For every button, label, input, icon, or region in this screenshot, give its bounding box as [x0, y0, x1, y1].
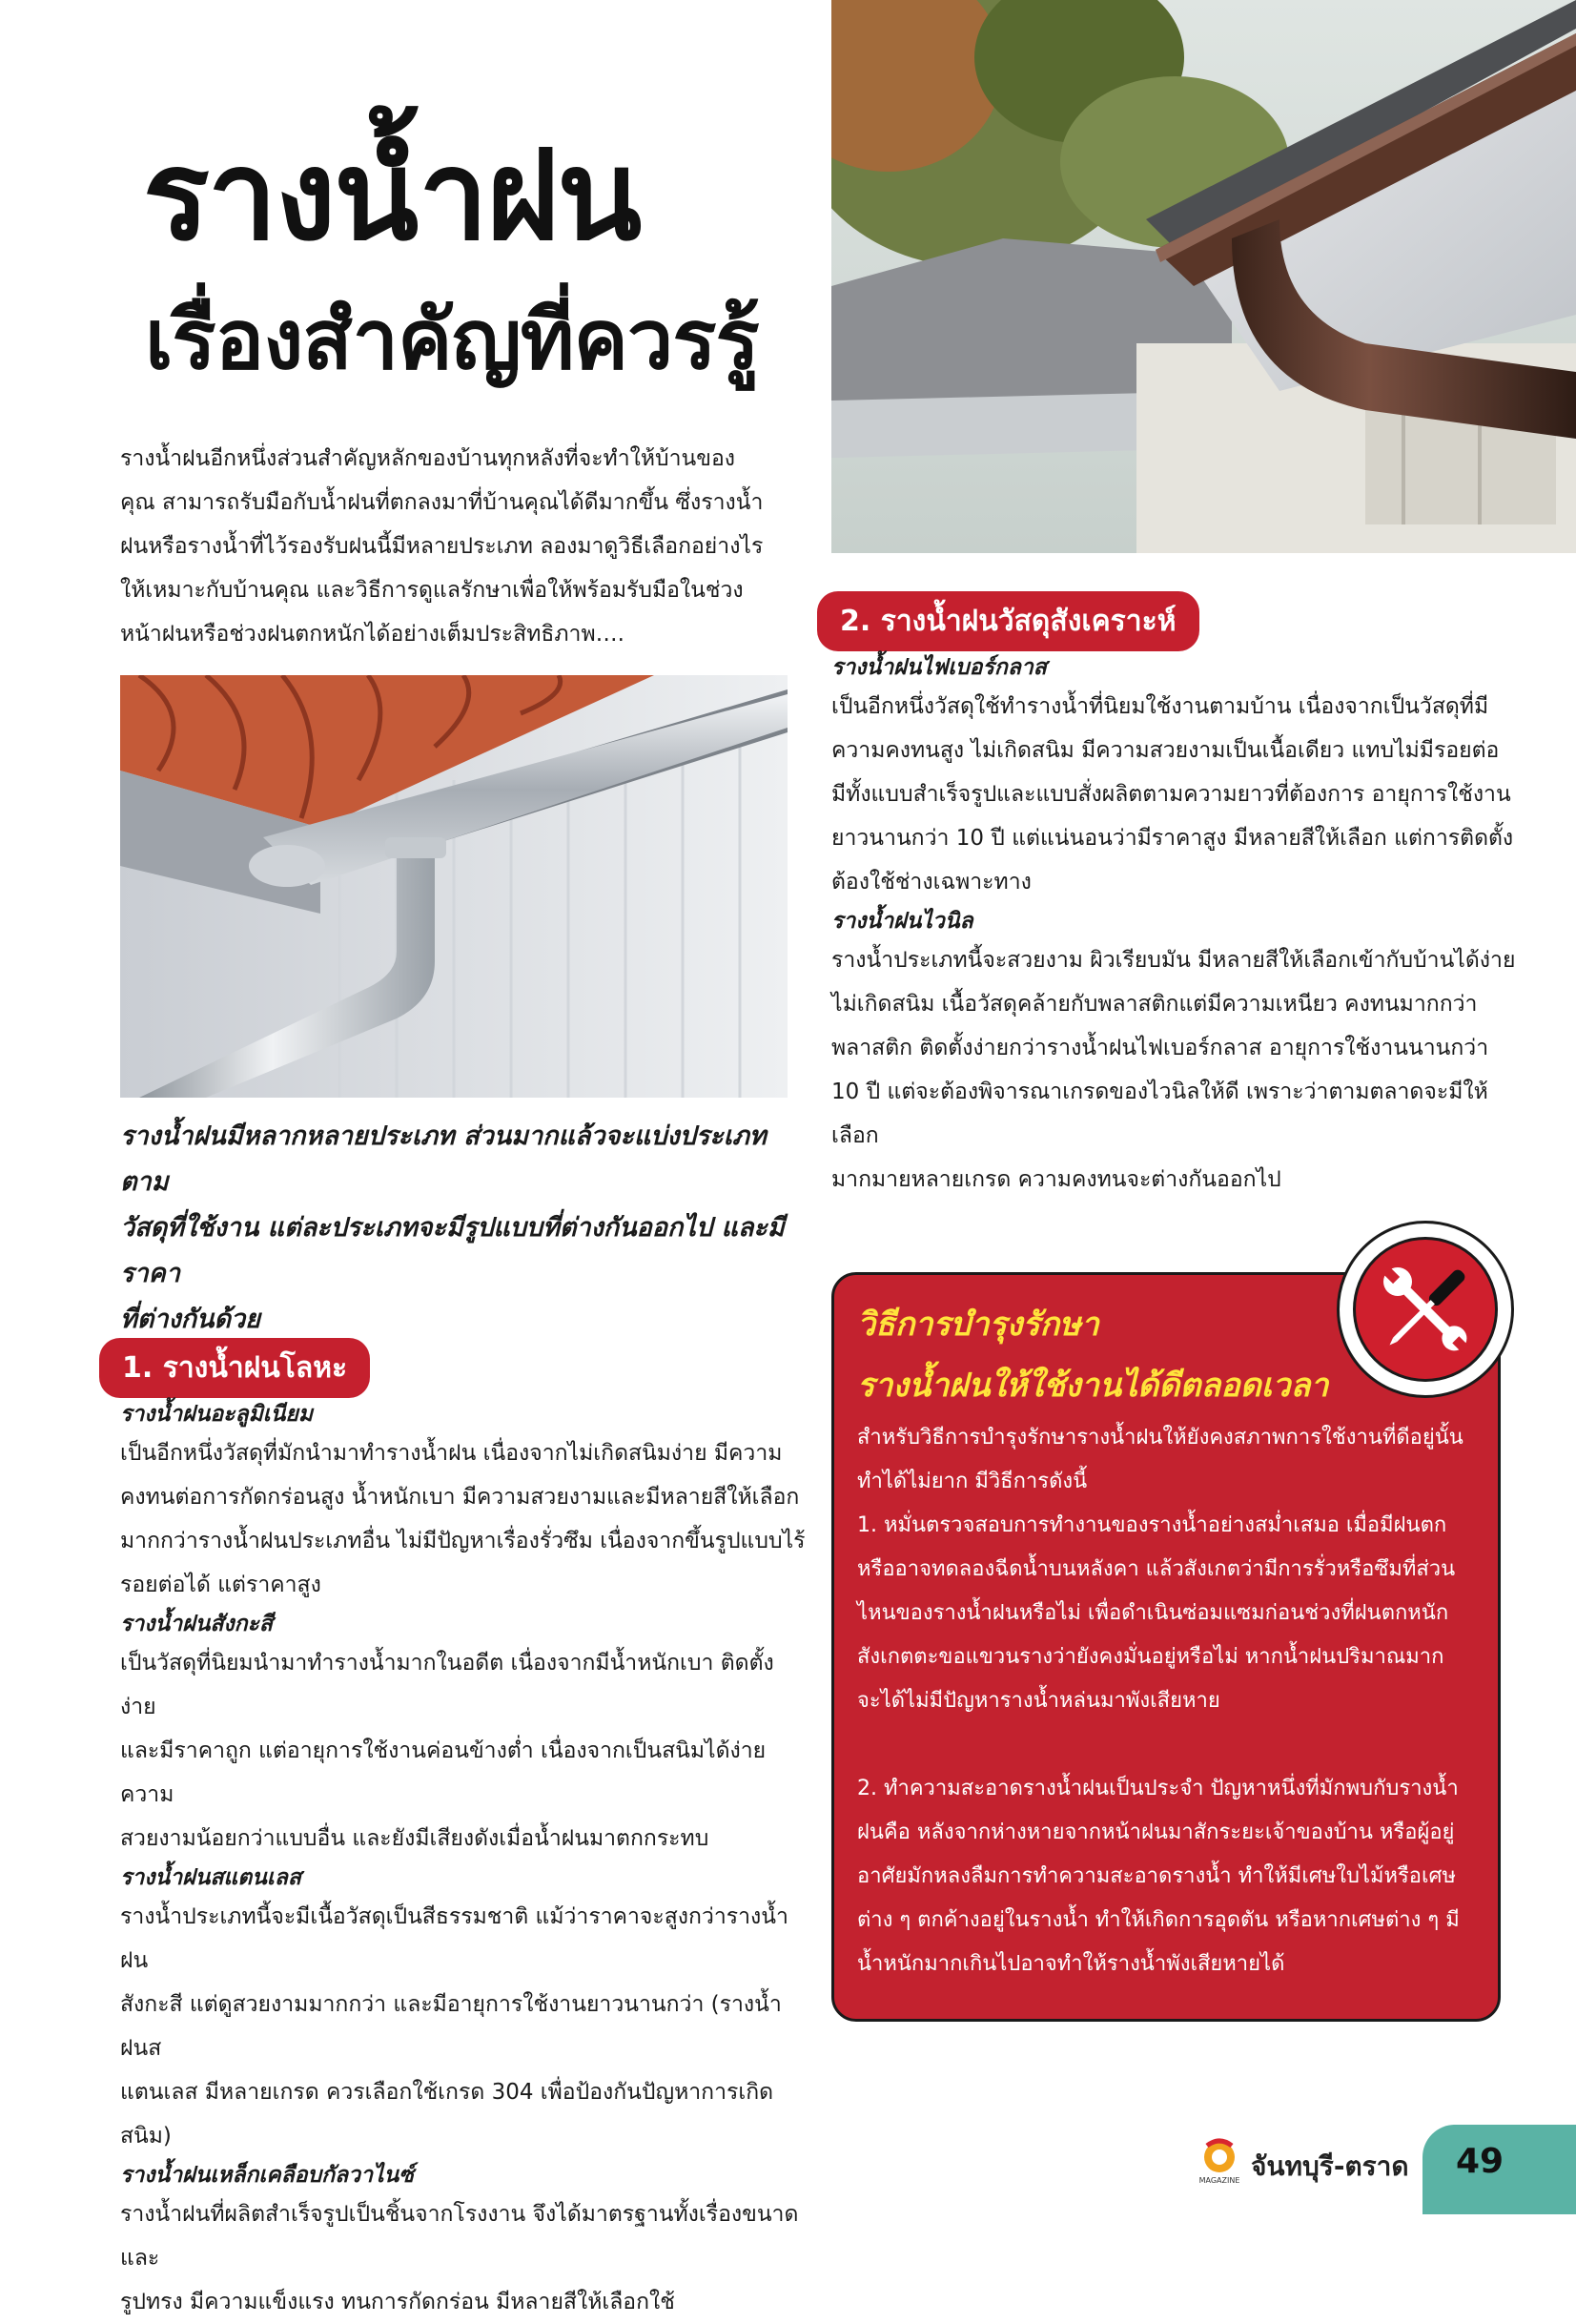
maintenance-intro-line: สำหรับวิธีการบำรุงรักษารางน้ำฝนให้ยังคงสภาพการใช้งานที่ดีอยู่นั้น: [857, 1426, 1463, 1450]
vinyl-line: 10 ปี แต่จะต้องพิจารณาเกรดของไวนิลให้ดี เพราะว่าตามตลาดจะมีให้เลือก: [831, 1080, 1488, 1148]
galvanized-line: รางน้ำฝนที่ผลิตสำเร็จรูปเป็นชิ้นจากโรงงาน จึงได้มาตรฐานทั้งเรื่องขนาดและ: [120, 2202, 799, 2271]
aluminium-line: เป็นอีกหนึ่งวัสดุที่มักนำมาทำรางน้ำฝน เนื่องจากไม่เกิดสนิมง่าย มีความ: [120, 1441, 783, 1466]
maintenance-item1-line: 1. หมั่นตรวจสอบการทำงานของรางน้ำอย่างสม่ำเสมอ เมื่อมีฝนตก: [857, 1513, 1447, 1537]
vinyl-line: มากมายหลายเกรด ความคงทนจะต่างกันออกไป: [831, 1167, 1281, 1192]
maintenance-item1-line: จะได้ไม่มีปัญหารางน้ำหล่นมาพังเสียหาย: [857, 1689, 1220, 1713]
page-number: 49: [1455, 2142, 1504, 2181]
maintenance-item2-line: ต่าง ๆ ตกค้างอยู่ในรางน้ำ ทำให้เกิดการอุดตัน หรือหากเศษต่าง ๆ มี: [857, 1908, 1460, 1932]
page-title: รางน้ำฝน: [143, 123, 641, 268]
zinc-title: รางน้ำฝนสังกะสี: [120, 1612, 273, 1636]
magazine-logo-icon: [1197, 2138, 1241, 2186]
section1-heading: 1. รางน้ำฝนโลหะ: [99, 1338, 370, 1398]
fiberglass-line: ยาวนานกว่า 10 ปี แต่แน่นอนว่ามีราคาสูง มีหลายสีให้เลือก แต่การติดตั้ง: [831, 826, 1514, 851]
fiberglass-line: มีทั้งแบบสำเร็จรูปและแบบสั่งผลิตตามความยาวที่ต้องการ อายุการใช้งาน: [831, 782, 1511, 807]
intro-paragraph: [120, 437, 788, 656]
fiberglass-line: ต้องใช้ช่างเฉพาะทาง: [831, 870, 1032, 895]
section2-body: [831, 650, 1518, 1202]
intro-line: ฝนหรือรางน้ำที่ไว้รองรับฝนนี้มีหลายประเภท ลองมาดูวิธีเลือกอย่างไร: [120, 534, 764, 559]
galvanized-title: รางน้ำฝนเหล็กเคลือบกัลวาไนซ์: [120, 2163, 414, 2188]
zinc-line: และมีราคาถูก แต่อายุการใช้งานค่อนข้างต่ำ เนื่องจากเป็นสนิมได้ง่าย ความ: [120, 1738, 767, 1807]
zinc-line: สวยงามน้อยกว่าแบบอื่น และยังมีเสียงดังเมื่อน้ำฝนมาตกกระทบ: [120, 1826, 709, 1851]
galvanized-gutter-photo: [120, 675, 788, 1098]
fiberglass-line: ความคงทนสูง ไม่เกิดสนิม มีความสวยงามเป็นเนื้อเดียว แทบไม่มีรอยต่อ: [831, 738, 1500, 763]
vinyl-line: พลาสติก ติดตั้งง่ายกว่ารางน้ำฝนไฟเบอร์กลาส อายุการใช้งานนานกว่า: [831, 1036, 1489, 1060]
footer-region-label: จันทบุรี-ตราด: [1251, 2150, 1409, 2182]
caption-line: ที่ต่างกันด้วย: [120, 1305, 260, 1334]
maintenance-item2-line: อาศัยมักหลงลืมการทำความสะอาดรางน้ำ ทำให้มีเศษใบไม้หรือเศษ: [857, 1864, 1456, 1888]
brown-gutter-photo: [831, 0, 1576, 553]
maintenance-item2-line: 2. ทำความสะอาดรางน้ำฝนเป็นประจำ ปัญหาหนึ่งที่มักพบกับรางน้ำ: [857, 1777, 1459, 1800]
section2-heading: 2. รางน้ำฝนวัสดุสังเคราะห์: [817, 591, 1199, 651]
maintenance-item2-line: ฝนคือ หลังจากห่างหายจากหน้าฝนมาสักระยะเจ้าของบ้าน หรือผู้อยู่: [857, 1820, 1455, 1844]
screwdriver-wrench-icon: [1353, 1237, 1498, 1382]
maintenance-item1-line: สังเกตตะขอแขวนรางว่ายังคงมั่นอยู่หรือไม่ หากน้ำฝนปริมาณมาก: [857, 1645, 1444, 1669]
fiberglass-line: เป็นอีกหนึ่งวัสดุใช้ทำรางน้ำที่นิยมใช้งานตามบ้าน เนื่องจากเป็นวัสดุที่มี: [831, 694, 1489, 719]
page-subtitle: เรื่องสำคัญที่ควรรู้: [145, 293, 759, 388]
stainless-title: รางน้ำฝนสแตนเลส: [120, 1865, 301, 1890]
photo-caption: [120, 1114, 788, 1343]
zinc-line: เป็นวัสดุที่นิยมนำมาทำรางน้ำมากในอดีต เนื่องจากมีน้ำหนักเบา ติดตั้งง่าย: [120, 1651, 774, 1719]
caption-line: วัสดุที่ใช้งาน แต่ละประเภทจะมีรูปแบบที่ต่างกันออกไป และมีราคา: [120, 1213, 785, 1288]
maintenance-title: วิธีการบำรุงรักษา: [857, 1306, 1099, 1344]
caption-line: รางน้ำฝนมีหลากหลายประเภท ส่วนมากแล้วจะแบ่งประเภทตาม: [120, 1121, 767, 1197]
aluminium-line: คงทนต่อการกัดกร่อนสูง น้ำหนักเบา มีความสวยงามและมีหลายสีให้เลือก: [120, 1485, 800, 1510]
stainless-line: รางน้ำประเภทนี้จะมีเนื้อวัสดุเป็นสีธรรมชาติ แม้ว่าราคาจะสูงกว่ารางน้ำฝน: [120, 1904, 788, 1973]
section1-body: [120, 1397, 807, 2324]
intro-line: หน้าฝนหรือช่วงฝนตกหนักได้อย่างเต็มประสิทธิภาพ….: [120, 622, 624, 647]
vinyl-line: รางน้ำประเภทนี้จะสวยงาม ผิวเรียบมัน มีหลายสีให้เลือกเข้ากับบ้านได้ง่าย: [831, 948, 1516, 973]
maintenance-item2-line: น้ำหนักมากเกินไปอาจทำให้รางน้ำพังเสียหายได้: [857, 1952, 1285, 1976]
galvanized-line: รูปทรง มีความแข็งแรง ทนการกัดกร่อน มีหลายสีให้เลือกใช้: [120, 2290, 675, 2314]
intro-line: ให้เหมาะกับบ้านคุณ และวิธีการดูแลรักษาเพื่อให้พร้อมรับมือในช่วง: [120, 578, 744, 603]
intro-line: รางน้ำฝนอีกหนึ่งส่วนสำคัญหลักของบ้านทุกหลังที่จะทำให้บ้านของ: [120, 446, 736, 471]
intro-line: คุณ สามารถรับมือกับน้ำฝนที่ตกลงมาที่บ้านคุณได้ดีมากขึ้น ซึ่งรางน้ำ: [120, 490, 764, 515]
stainless-line: สังกะสี แต่ดูสวยงามมากกว่า และมีอายุการใช้งานยาวนานกว่า (รางน้ำฝนส: [120, 1992, 782, 2061]
aluminium-line: มากกว่ารางน้ำฝนประเภทอื่น ไม่มีปัญหาเรื่องรั่วซึม เนื่องจากขึ้นรูปแบบไร้: [120, 1529, 806, 1553]
logo-text: MAGAZINE: [1198, 2176, 1240, 2185]
fiberglass-title: รางน้ำฝนไฟเบอร์กลาส: [831, 655, 1047, 680]
aluminium-line: รอยต่อได้ แต่ราคาสูง: [120, 1573, 321, 1597]
stainless-line: แตนเลส มีหลายเกรด ควรเลือกใช้เกรด 304 เพื่อป้องกันปัญหาการเกิดสนิม): [120, 2080, 774, 2149]
maintenance-subtitle: รางน้ำฝนให้ใช้งานได้ดีตลอดเวลา: [857, 1367, 1329, 1405]
maintenance-item1-line: ไหนของรางน้ำฝนหรือไม่ เพื่อดำเนินซ่อมแซมก่อนช่วงที่ฝนตกหนัก: [857, 1601, 1449, 1625]
vinyl-title: รางน้ำฝนไวนิล: [831, 909, 973, 934]
vinyl-line: ไม่เกิดสนิม เนื้อวัสดุคล้ายกับพลาสติกแต่มีความเหนียว คงทนมากกว่า: [831, 992, 1478, 1017]
maintenance-item1-line: หรืออาจทดลองฉีดน้ำบนหลังคา แล้วสังเกตว่ามีการรั่วหรือซึมที่ส่วน: [857, 1557, 1456, 1581]
maintenance-intro-line: ทำได้ไม่ยาก มีวิธีการดังนี้: [857, 1470, 1088, 1493]
aluminium-title: รางน้ำฝนอะลูมิเนียม: [120, 1402, 313, 1427]
tools-badge: [1337, 1221, 1514, 1398]
